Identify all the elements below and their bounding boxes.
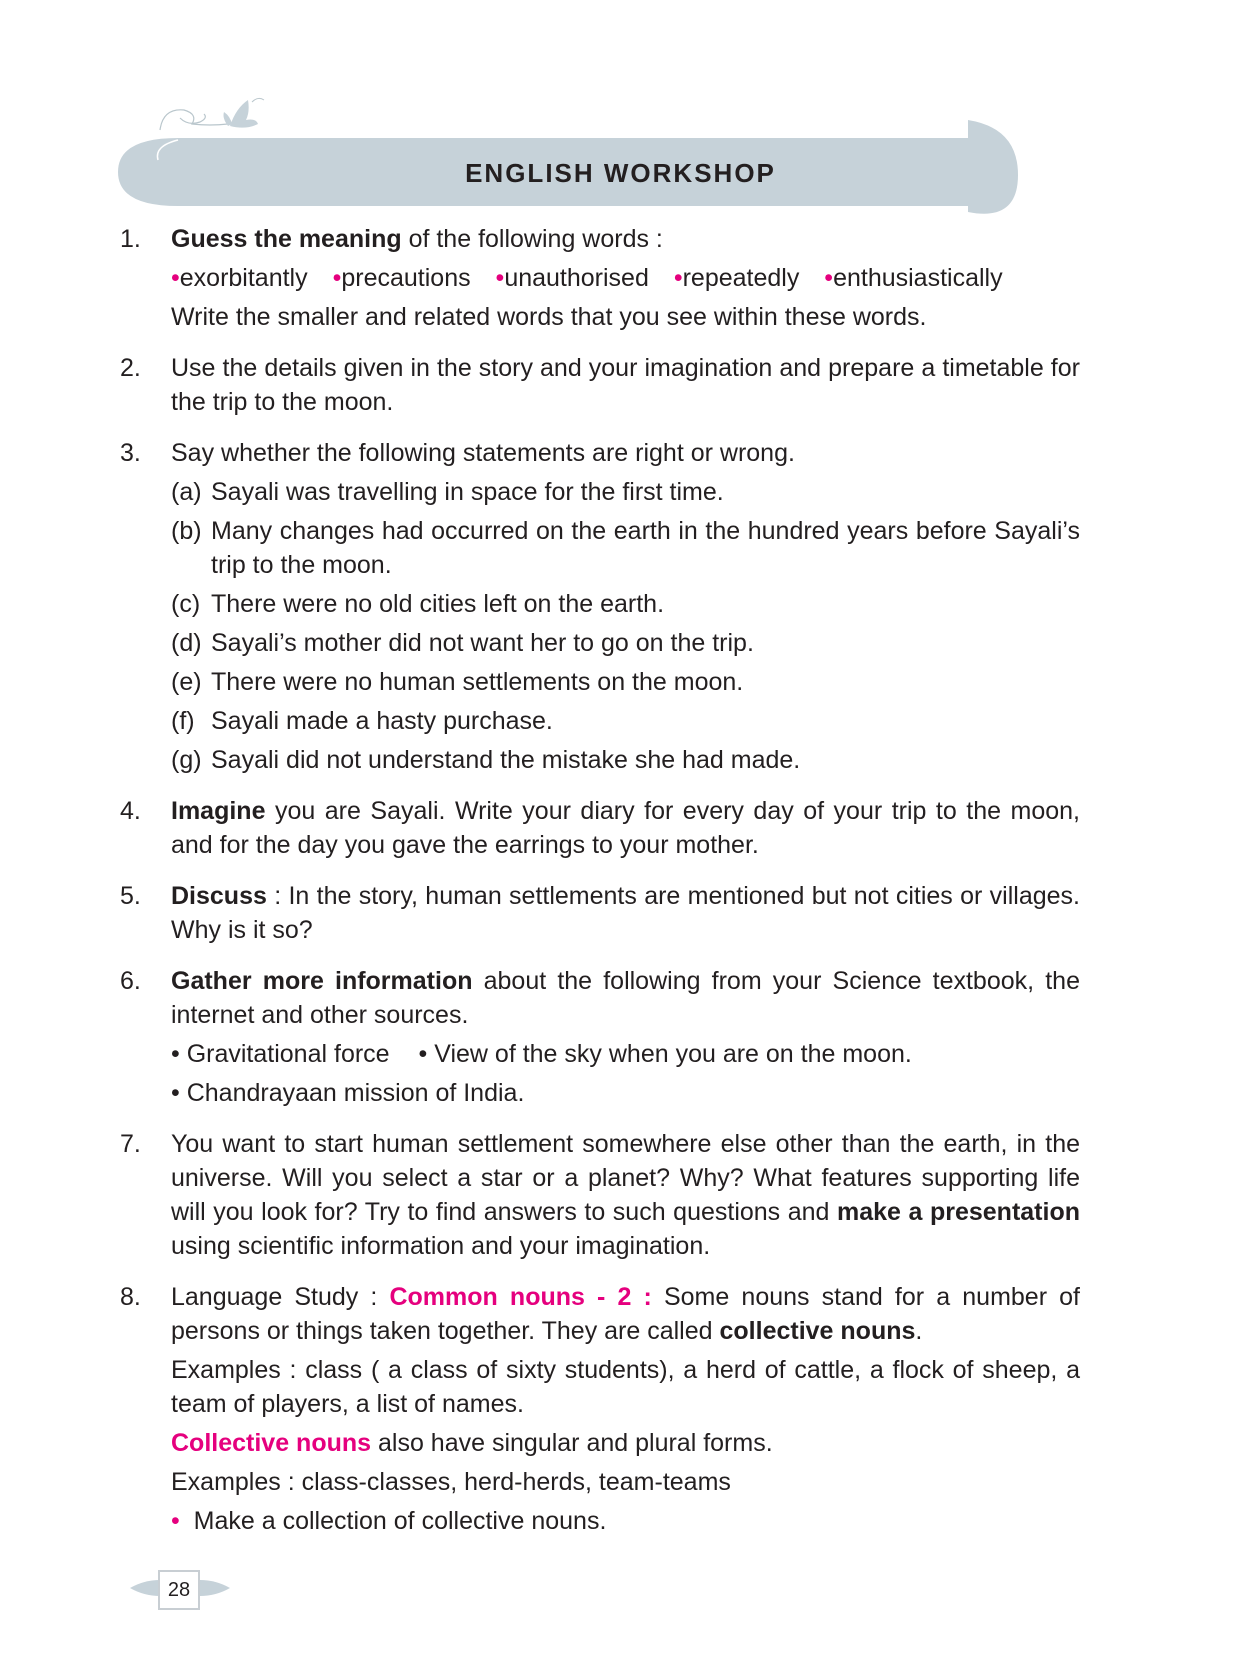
question-text: Some nouns stand for a number of persons or things taken together. They are called: [171, 1283, 1080, 1345]
bullet-icon: •: [332, 264, 342, 292]
bullet-icon: •: [495, 264, 505, 292]
question-6: [120, 964, 1080, 1110]
question-text: you are Sayali. Write your diary for every day of your trip to the moon, and for the day you gave the earrings to your mother.: [171, 797, 1080, 859]
question-number: 5.: [120, 882, 141, 910]
question-3: [120, 436, 1080, 777]
question-8: 8. Language Study : Common nouns - 2 : Some nouns stand for a number of persons or things taken together. They are called collective nouns. Examples : class ( a class of sixty students), a herd of cattle, a flock of sheep, a team of players, a list of names. Collective nouns also have singular and plural forms. Examples : class-classes, herd-herds, team-teams • Make a collection of collective nouns.: [120, 1280, 1080, 1538]
question-1: [120, 222, 1080, 334]
list-item: •enthusiastically: [824, 264, 1003, 292]
list-item: •precautions: [332, 264, 471, 292]
question-keyword: Gather more information: [171, 967, 473, 995]
statement-a: (a) Sayali was travelling in space for the first time.: [171, 478, 724, 506]
statement-d: (d) Sayali’s mother did not want her to go on the trip.: [171, 629, 754, 657]
question-text: Say whether the following statements are right or wrong.: [171, 439, 795, 467]
statement-c: (c) There were no old cities left on the earth.: [171, 590, 665, 618]
list-item: • Chandrayaan mission of India.: [171, 1079, 525, 1107]
statement-f: (f) Sayali made a hasty purchase.: [171, 707, 553, 735]
list-item: •exorbitantly: [171, 264, 308, 292]
question-text: of the following words :: [401, 225, 663, 253]
exercise-list: [120, 222, 1080, 1555]
examples-text: Examples : class ( a class of sixty students), a herd of cattle, a flock of sheep, a team of players, a list of names.: [171, 1356, 1080, 1418]
question-number: 2.: [120, 354, 141, 382]
bullet-icon: •: [171, 264, 180, 292]
question-instruction: Write the smaller and related words that you see within these words.: [171, 303, 927, 331]
question-text: about the following from your Science textbook, the internet and other sources.: [171, 967, 1080, 1029]
subsection-heading: Collective nouns: [171, 1429, 372, 1457]
page-number: 28: [158, 1570, 200, 1610]
butterfly-icon: [160, 98, 264, 130]
bullet-icon: •: [673, 264, 683, 292]
question-5: [120, 879, 1080, 947]
question-2: [120, 351, 1080, 419]
topic-list: [171, 1037, 1080, 1071]
page-title: ENGLISH WORKSHOP: [465, 158, 776, 188]
question-number: 6.: [120, 967, 141, 995]
question-text: You want to start human settlement somewhere else other than the earth, in the universe. Will you select a star or a planet? Why? What features supporting life will you look for? Try to find answers to such questions and: [171, 1130, 1080, 1226]
statement-b: (b) Many changes had occurred on the earth in the hundred years before Sayali’s trip to the moon.: [171, 517, 1080, 579]
list-item: • Gravitational force: [171, 1040, 390, 1068]
section-lead: Language Study :: [171, 1283, 390, 1311]
examples-text: Examples : class-classes, herd-herds, team-teams: [171, 1468, 731, 1496]
question-keyword: Imagine: [171, 797, 266, 825]
question-4: [120, 794, 1080, 862]
question-keyword: Guess the meaning: [171, 225, 402, 253]
question-text: : In the story, human settlements are mentioned but not cities or villages. Why is it so?: [171, 882, 1080, 944]
question-keyword: collective nouns: [719, 1317, 916, 1345]
question-number: 8.: [120, 1283, 141, 1311]
task-item: • Make a collection of collective nouns.: [171, 1507, 607, 1535]
list-item: •unauthorised: [495, 264, 649, 292]
bullet-icon: •: [824, 264, 834, 292]
question-number: 1.: [120, 225, 141, 253]
question-number: 3.: [120, 439, 141, 467]
list-item: •repeatedly: [673, 264, 800, 292]
question-number: 7.: [120, 1130, 141, 1158]
section-heading: Common nouns - 2 :: [389, 1283, 652, 1311]
statement-e: (e) There were no human settlements on the moon.: [171, 668, 744, 696]
question-keyword: Discuss: [171, 882, 267, 910]
question-keyword: make a presentation: [837, 1198, 1080, 1226]
list-item: • View of the sky when you are on the moon.: [418, 1040, 912, 1068]
question-7: [120, 1127, 1080, 1263]
question-text: Use the details given in the story and your imagination and prepare a timetable for the trip to the moon.: [171, 354, 1080, 416]
question-text-end: using scientific information and your imagination.: [171, 1232, 711, 1260]
bullet-icon: •: [171, 1507, 180, 1535]
statement-g: (g) Sayali did not understand the mistake she had made.: [171, 746, 801, 774]
word-list: [171, 261, 1080, 295]
question-number: 4.: [120, 797, 141, 825]
subsection-text: also have singular and plural forms.: [371, 1429, 773, 1457]
